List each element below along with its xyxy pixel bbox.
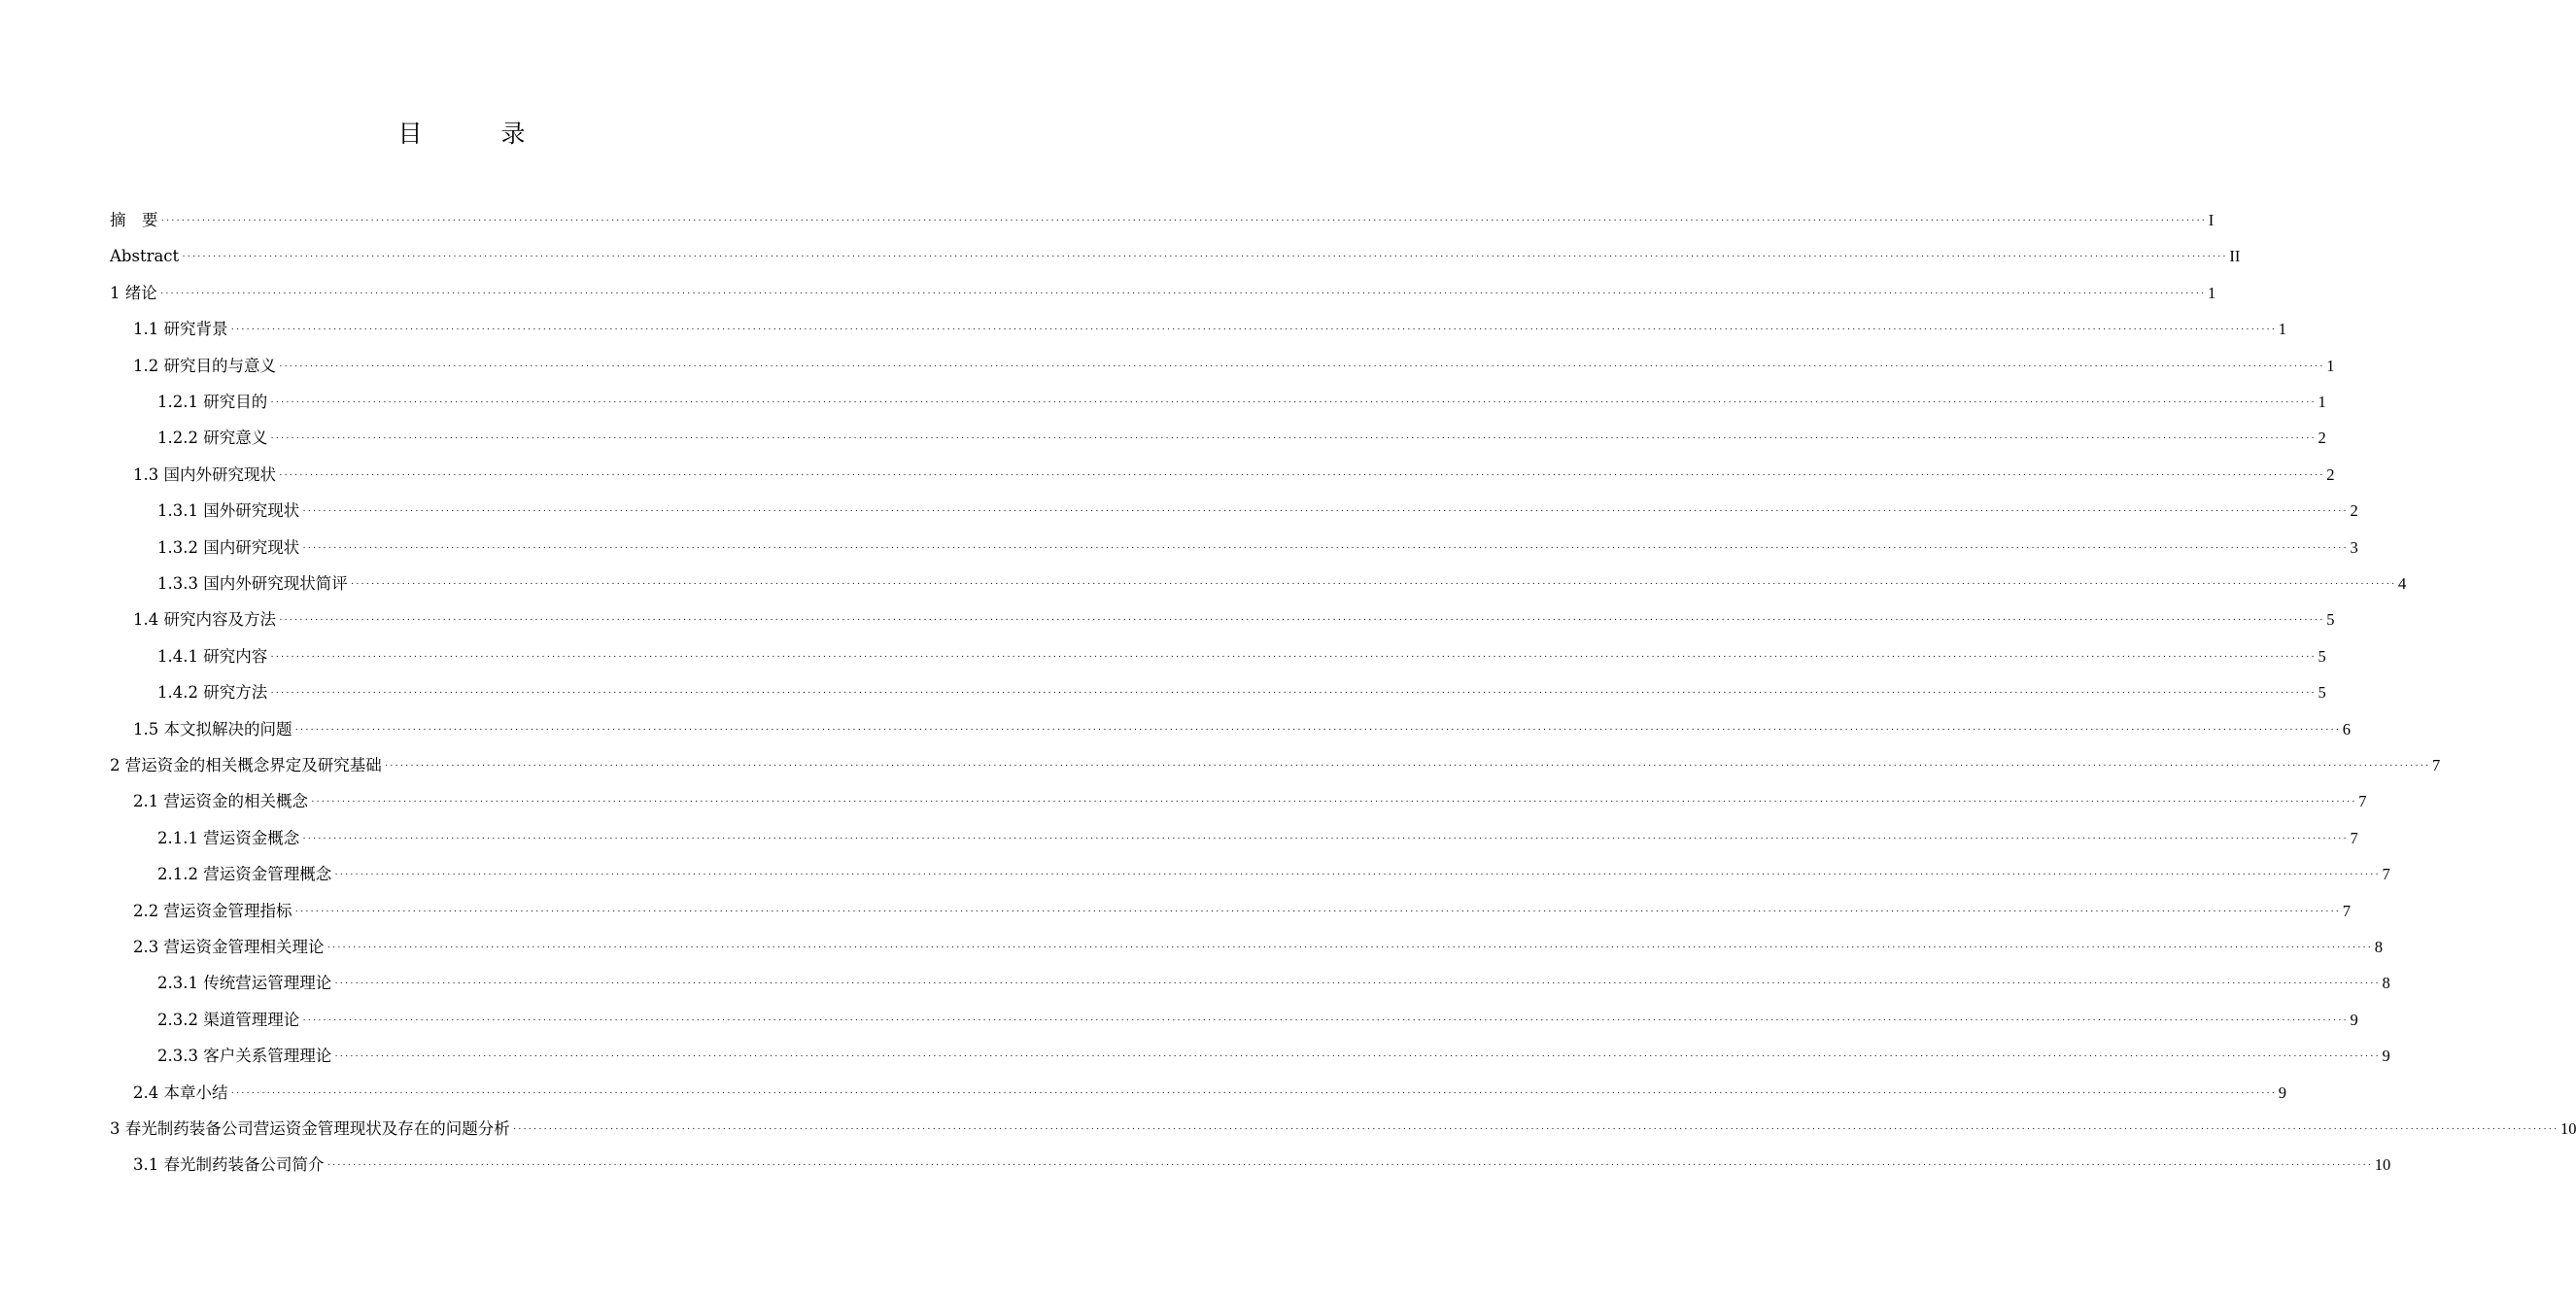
dot-leader: ················································································································································································································································································································································································································ bbox=[279, 360, 2325, 372]
toc-entry-label: 1.4 研究内容及方法 bbox=[133, 610, 276, 630]
dot-leader: ················································································································································································································································································································································································································ bbox=[334, 978, 2381, 990]
toc-entry[interactable] bbox=[157, 644, 2326, 668]
toc-entry[interactable] bbox=[157, 498, 2358, 522]
toc-entry[interactable] bbox=[133, 935, 2383, 958]
toc-page-number: 8 bbox=[2374, 938, 2383, 956]
toc-entry-label: 1.3.3 国内外研究现状简评 bbox=[157, 574, 348, 593]
toc-page-number: 8 bbox=[2382, 974, 2390, 993]
toc-entry[interactable] bbox=[110, 244, 2241, 267]
toc-entry-label: 1.2 研究目的与意义 bbox=[133, 356, 276, 375]
toc-page-number: 7 bbox=[2431, 756, 2441, 774]
toc-entry-label: 2.3 营运资金管理相关理论 bbox=[133, 938, 325, 956]
dot-leader: ················································································································································································································································································································································································································ bbox=[350, 578, 2396, 590]
toc-entry[interactable] bbox=[157, 390, 2326, 413]
toc-page-number: 7 bbox=[2382, 865, 2390, 884]
toc-entry[interactable] bbox=[133, 1152, 2391, 1176]
toc-entry-label: 1.2.2 研究意义 bbox=[157, 429, 268, 448]
toc-entry-label: 2.3.1 传统营运管理理论 bbox=[157, 974, 332, 993]
toc-page-number: 5 bbox=[2318, 683, 2326, 703]
toc-entry[interactable] bbox=[110, 208, 2215, 231]
toc-page-number: II bbox=[2229, 247, 2241, 266]
toc-entry[interactable] bbox=[133, 1081, 2286, 1104]
toc-entry[interactable] bbox=[133, 717, 2351, 740]
toc-page-number: 7 bbox=[2342, 901, 2351, 920]
dot-leader: ················································································································································································································································································································································································································ bbox=[279, 614, 2325, 627]
toc-entry-label: 2.4 本章小结 bbox=[133, 1083, 228, 1102]
dot-leader: ················································································································································································································································································································································································································ bbox=[270, 687, 2317, 700]
toc-entry-label: 2.1.2 营运资金管理概念 bbox=[157, 865, 332, 884]
toc-page-number: 3 bbox=[2350, 537, 2358, 557]
toc-entry[interactable] bbox=[157, 571, 2407, 595]
toc-entry[interactable] bbox=[133, 463, 2335, 486]
toc-page-number: 2 bbox=[2318, 429, 2326, 448]
toc-entry[interactable] bbox=[157, 862, 2390, 885]
toc-entry-label: 1.4.1 研究内容 bbox=[157, 646, 268, 666]
toc-entry-label: 摘 要 bbox=[110, 211, 158, 229]
dot-leader: ················································································································································································································································································································································································································ bbox=[326, 1159, 2373, 1172]
toc-entry-label: 1.3 国内外研究现状 bbox=[133, 464, 276, 484]
dot-leader: ················································································································································································································································································································································································································ bbox=[334, 1050, 2381, 1063]
toc-entry-label: Abstract bbox=[110, 247, 180, 266]
toc-entry[interactable] bbox=[133, 607, 2335, 631]
dot-leader: ················································································································································································································································································································································································································ bbox=[512, 1123, 2559, 1135]
dot-leader: ················································································································································································································································································································································································································ bbox=[230, 324, 2277, 336]
dot-leader: ················································································································································································································································································································································································································ bbox=[279, 468, 2325, 481]
toc-entry[interactable] bbox=[133, 317, 2286, 340]
toc-entry[interactable] bbox=[133, 789, 2367, 812]
toc-page-number: 7 bbox=[2358, 792, 2367, 811]
dot-leader: ················································································································································································································································································································································································································ bbox=[302, 541, 2349, 554]
toc-page-number: 5 bbox=[2326, 610, 2335, 630]
toc-page-number: 2 bbox=[2326, 464, 2335, 484]
toc-entry[interactable] bbox=[157, 971, 2390, 994]
dot-leader: ················································································································································································································································································································································································································ bbox=[270, 432, 2317, 445]
dot-leader: ················································································································································································································································································································································································································ bbox=[230, 1086, 2277, 1099]
dot-leader: ················································································································································································································································································································································································································ bbox=[159, 287, 2206, 299]
toc-entry-label: 2.1.1 营运资金概念 bbox=[157, 828, 300, 847]
dot-leader: ················································································································································································································································································································································································································ bbox=[270, 396, 2317, 408]
toc-page-number: 5 bbox=[2318, 646, 2326, 666]
toc-entry[interactable] bbox=[157, 680, 2326, 704]
dot-leader: ················································································································································································································································································································································································································ bbox=[302, 832, 2349, 844]
page-title: 目 录 bbox=[397, 120, 553, 148]
toc-entry-label: 1.3.1 国外研究现状 bbox=[157, 501, 300, 521]
toc-page-number: 1 bbox=[2207, 283, 2216, 302]
toc-entry[interactable] bbox=[110, 753, 2441, 776]
toc-entry-label: 1.4.2 研究方法 bbox=[157, 683, 268, 703]
toc-page-number: 1 bbox=[2278, 320, 2286, 339]
dot-leader: ················································································································································································································································································································································································································ bbox=[160, 215, 2207, 226]
dot-leader: ················································································································································································································································································································································································································ bbox=[302, 505, 2349, 518]
toc-entry-label: 1.1 研究背景 bbox=[133, 320, 228, 339]
toc-page-number: I bbox=[2208, 211, 2215, 229]
dot-leader: ················································································································································································································································································································································································································ bbox=[311, 796, 2357, 808]
toc-entry[interactable] bbox=[110, 281, 2216, 304]
toc-entry[interactable] bbox=[133, 899, 2351, 922]
toc-entry-label: 2 营运资金的相关概念界定及研究基础 bbox=[110, 756, 382, 774]
toc-entry-label: 3 春光制药装备公司营运资金管理现状及存在的问题分析 bbox=[110, 1119, 510, 1138]
toc-entry[interactable] bbox=[133, 354, 2335, 377]
toc-page-number: 9 bbox=[2278, 1083, 2286, 1102]
dot-leader: ················································································································································································································································································································································································································ bbox=[294, 723, 2341, 736]
toc-page-number: 10 bbox=[2559, 1119, 2576, 1138]
toc-page-number: 1 bbox=[2326, 356, 2335, 375]
dot-leader: ················································································································································································································································································································································································································ bbox=[334, 869, 2381, 881]
toc-entry-label: 1 绪论 bbox=[110, 283, 157, 302]
toc-entry-label: 2.1 营运资金的相关概念 bbox=[133, 792, 308, 811]
toc-page-number: 6 bbox=[2342, 719, 2351, 739]
toc-entry-label: 2.3.3 客户关系管理理论 bbox=[157, 1047, 332, 1066]
dot-leader: ················································································································································································································································································································································································································ bbox=[182, 251, 2228, 263]
toc-entry[interactable] bbox=[157, 1044, 2390, 1067]
dot-leader: ················································································································································································································································································································································································································ bbox=[384, 760, 2430, 772]
toc-entry[interactable] bbox=[157, 426, 2326, 449]
toc-page-number: 2 bbox=[2350, 501, 2358, 521]
toc-entry[interactable] bbox=[110, 1117, 2576, 1140]
dot-leader: ················································································································································································································································································································································································································ bbox=[270, 650, 2317, 663]
toc-page-number: 9 bbox=[2350, 1010, 2358, 1029]
toc-page-number: 1 bbox=[2318, 393, 2326, 411]
toc-entry[interactable] bbox=[157, 535, 2358, 559]
dot-leader: ················································································································································································································································································································································································································ bbox=[294, 905, 2341, 917]
toc-page-number: 4 bbox=[2397, 574, 2407, 593]
toc-entry-label: 2.3.2 渠道管理理论 bbox=[157, 1010, 300, 1029]
toc-page-number: 9 bbox=[2382, 1047, 2390, 1066]
dot-leader: ················································································································································································································································································································································································································ bbox=[302, 1014, 2349, 1026]
toc-page-number: 7 bbox=[2350, 828, 2358, 847]
toc-entry[interactable] bbox=[157, 826, 2358, 849]
toc-entry-label: 1.2.1 研究目的 bbox=[157, 393, 268, 411]
toc-entry-label: 1.5 本文拟解决的问题 bbox=[133, 719, 292, 739]
toc-entry-label: 1.3.2 国内研究现状 bbox=[157, 537, 300, 557]
toc-entry[interactable] bbox=[157, 1008, 2358, 1031]
dot-leader: ················································································································································································································································································································································································································ bbox=[326, 942, 2373, 953]
toc-page-number: 10 bbox=[2374, 1155, 2391, 1175]
toc-entry-label: 3.1 春光制药装备公司简介 bbox=[133, 1155, 325, 1175]
toc-entry-label: 2.2 营运资金管理指标 bbox=[133, 901, 292, 920]
